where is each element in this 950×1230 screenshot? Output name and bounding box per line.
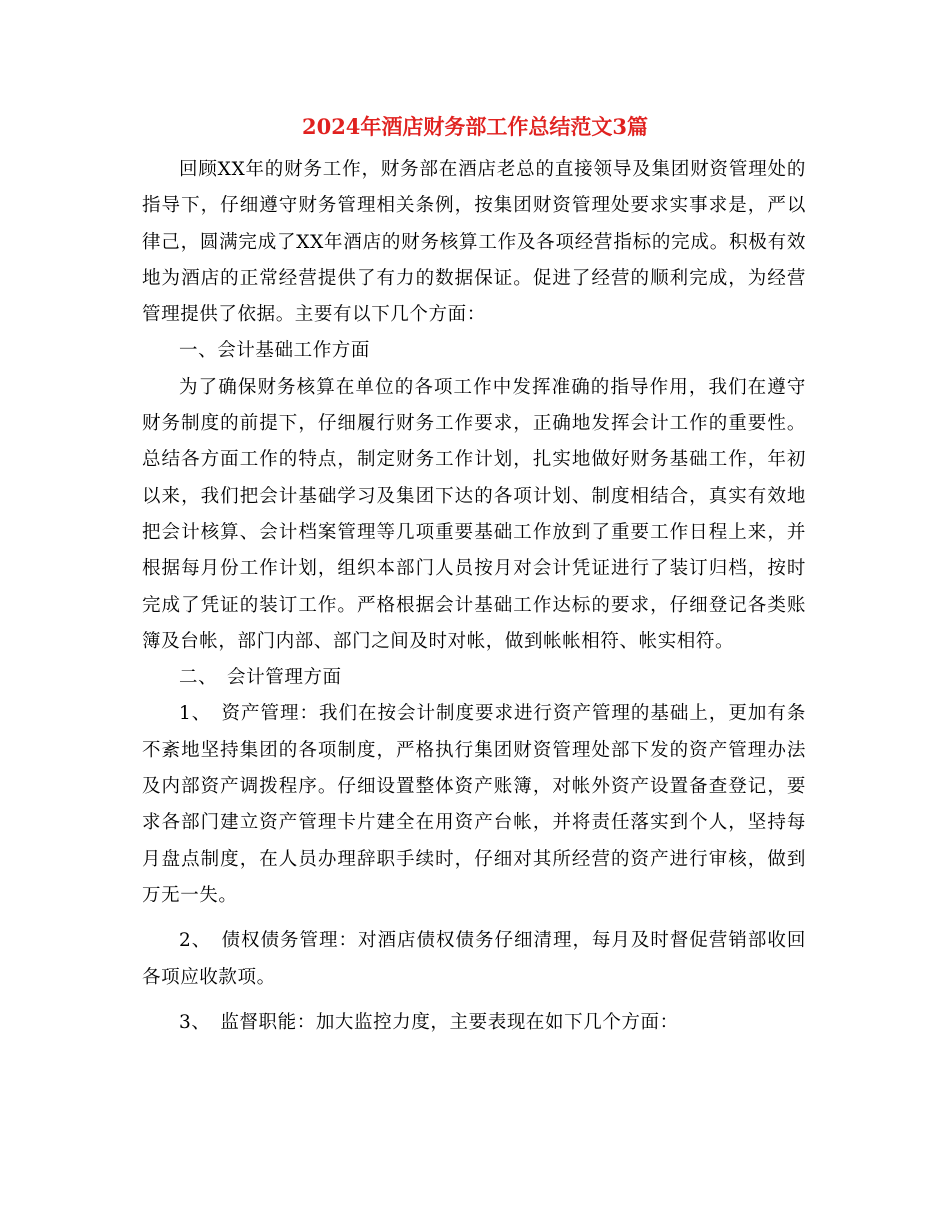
accounting-basics-paragraph: 为了确保财务核算在单位的各项工作中发挥准确的指导作用，我们在遵守财务制度的前提下，仔细履行财务工作要求，正确地发挥会计工作的重要性。总结各方面工作的特点，制定财务工作计划，扎实地做好财务基础工作，年初以来，我们把会计基础学习及集团下达的各项计划、制度相结合，真实有效地把会计核算、会计档案管理等几项重要基础工作放到了重要工作日程上来，并根据每月份工作计划，组织本部门人员按月对会计凭证进行了装订归档，按时完成了凭证的装订工作。严格根据会计基础工作达标的要求，仔细登记各类账簿及台帐，部门内部、部门之间及时对帐，做到帐帐相符、帐实相符。 — [142, 376, 806, 652]
document-body — [142, 152, 806, 1041]
intro-paragraph: 回顾XX年的财务工作，财务部在酒店老总的直接领导及集团财资管理处的指导下，仔细遵守财务管理相关条例，按集团财资管理处要求实事求是，严以律己，圆满完成了XX年酒店的财务核算工作及各项经营指标的完成。积极有效地为酒店的正常经营提供了有力的数据保证。促进了经营的顺利完成，为经营管理提供了依据。主要有以下几个方面： — [142, 159, 806, 326]
section-heading-accounting-management: 二、 会计管理方面 — [179, 667, 342, 689]
supervision-paragraph: 3、 监督职能：加大监控力度，主要表现在如下几个方面： — [179, 1011, 679, 1033]
debt-management-paragraph: 2、 债权债务管理：对酒店债权债务仔细清理，每月及时督促营销部收回各项应收款项。 — [142, 930, 806, 988]
section-heading-accounting-basics: 一、会计基础工作方面 — [179, 340, 371, 362]
document-title: 2024年酒店财务部工作总结范文3篇 — [301, 114, 649, 139]
asset-management-paragraph: 1、 资产管理：我们在按会计制度要求进行资产管理的基础上，更加有条不紊地坚持集团的各项制度，严格执行集团财资管理处部下发的资产管理办法及内部资产调拨程序。仔细设置整体资产账簿，对帐外资产设置备查登记，要求各部门建立资产管理卡片建全在用资产台帐，并将责任落实到个人，坚持每月盘点制度，在人员办理辞职手续时，仔细对其所经营的资产进行审核，做到万无一失。 — [142, 703, 806, 906]
